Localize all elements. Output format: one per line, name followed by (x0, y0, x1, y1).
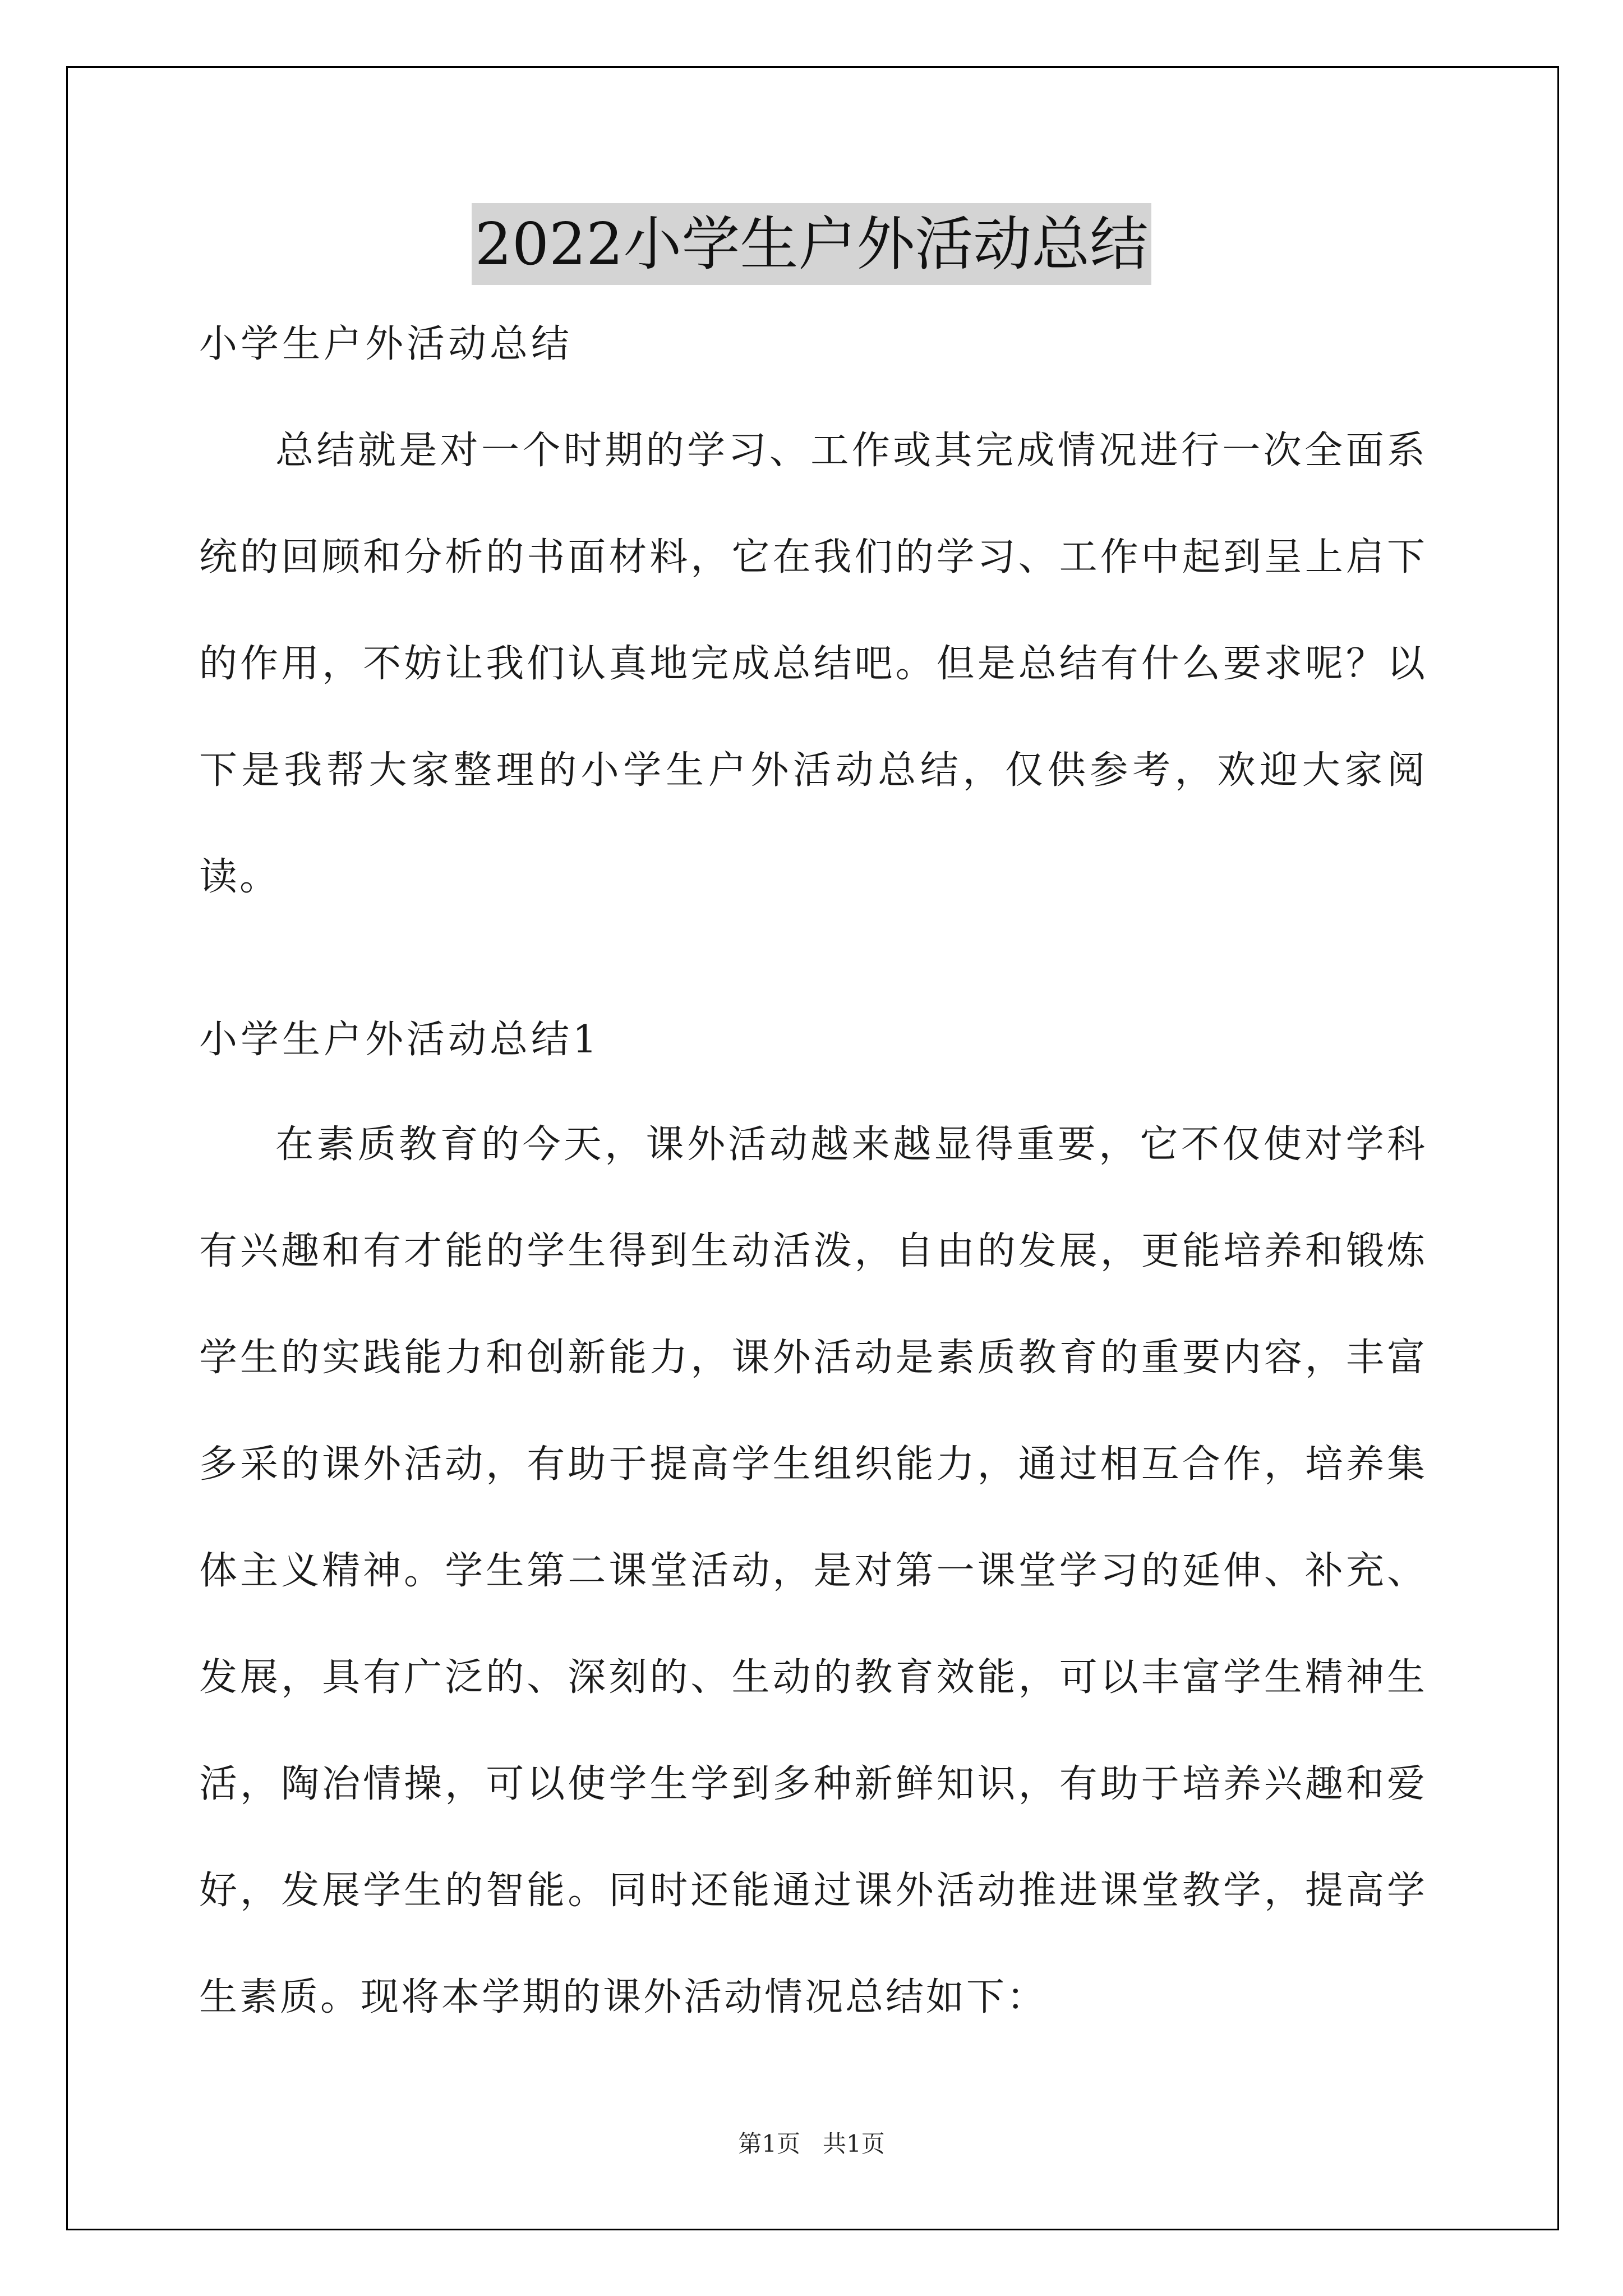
page-total: 共1页 (823, 2130, 885, 2157)
section-paragraph: 在素质教育的今天，课外活动越来越显得重要，它不仅使对学科有兴趣和有才能的学生得到生动活泼，自由的发展，更能培养和锻炼学生的实践能力和创新能力，课外活动是素质教育的重要内容，丰富多采的课外活动，有助于提高学生组织能力，通过相互合作，培养集体主义精神。学生第二课堂活动，是对第一课堂学习的延伸、补充、发展，具有广泛的、深刻的、生动的教育效能，可以丰富学生精神生活，陶冶情操，可以使学生学到多种新鲜知识，有助于培养兴趣和爱好，发展学生的智能。同时还能通过课外活动推进课堂教学，提高学生素质。现将本学期的课外活动情况总结如下： (199, 1122, 1427, 2019)
intro-paragraph: 总结就是对一个时期的学习、工作或其完成情况进行一次全面系统的回顾和分析的书面材料，它在我们的学习、工作中起到呈上启下的作用，不妨让我们认真地完成总结吧。但是总结有什么要求呢？以下是我帮大家整理的小学生户外活动总结，仅供参考，欢迎大家阅读。 (199, 429, 1427, 899)
page-number: 第1页 (738, 2130, 800, 2157)
document-body (199, 318, 1427, 2051)
section-heading: 小学生户外活动总结1 (199, 1018, 601, 1062)
document-title: 2022小学生户外活动总结 (472, 203, 1152, 285)
page-footer (0, 2128, 1623, 2160)
document-subtitle: 小学生户外活动总结 (199, 322, 573, 366)
title-container (0, 203, 1623, 285)
